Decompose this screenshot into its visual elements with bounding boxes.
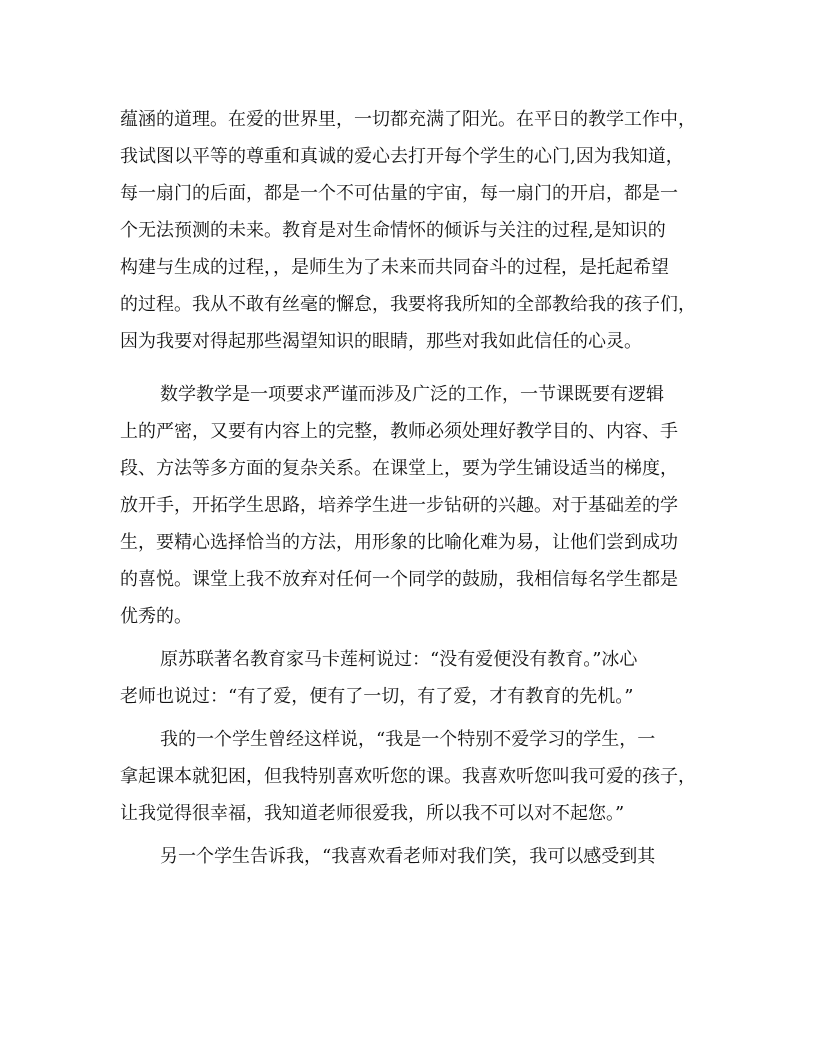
- body-text: [120, 101, 700, 875]
- paragraph-line: 拿起课本就犯困，但我特别喜欢听您的课。我喜欢听您叫我可爱的孩子，: [120, 766, 696, 787]
- paragraph-line: 原苏联著名教育家马卡莲柯说过：“没有爱便没有教育。”冰心: [160, 649, 638, 670]
- paragraph-line: 段、方法等多方面的复杂关系。在课堂上，要为学生铺设适当的梯度，: [120, 458, 678, 479]
- paragraph-line: 的喜悦。课堂上我不放弃对任何一个同学的鼓励，我相信每名学生都是: [120, 569, 678, 590]
- paragraph-line: 每一扇门的后面，都是一个不可估量的宇宙，每一扇门的开启，都是一: [120, 183, 678, 204]
- paragraph-line: 优秀的。: [120, 606, 192, 627]
- paragraph-line: 放开手，开拓学生思路，培养学生进一步钻研的兴趣。对于基础差的学: [120, 495, 678, 516]
- paragraph-line: 另一个学生告诉我，“我喜欢看老师对我们笑，我可以感受到其: [160, 846, 656, 867]
- paragraph-line: 因为我要对得起那些渴望知识的眼睛，那些对我如此信任的心灵。: [120, 331, 642, 352]
- paragraph-line: 老师也说过：“有了爱，便有了一切，有了爱，才有教育的先机。”: [120, 686, 634, 707]
- paragraph-line: 蕴涵的道理。在爱的世界里，一切都充满了阳光。在平日的教学工作中，: [120, 109, 696, 130]
- paragraph-line: 生，要精心选择恰当的方法，用形象的比喻化难为易，让他们尝到成功: [120, 532, 678, 553]
- paragraph-line: 构建与生成的过程，，是师生为了未来而共同奋斗的过程，是托起希望: [120, 257, 669, 278]
- paragraph-line: 我试图以平等的尊重和真诚的爱心去打开每个学生的心门,因为我知道，: [120, 146, 684, 167]
- paragraph-line: 个无法预测的未来。教育是对生命情怀的倾诉与关注的过程,是知识的: [120, 220, 666, 241]
- paragraph-line: 的过程。我从不敢有丝毫的懈怠，我要将我所知的全部教给我的孩子们，: [120, 294, 696, 315]
- paragraph-line: 数学教学是一项要求严谨而涉及广泛的工作，一节课既要有逻辑: [160, 384, 664, 405]
- paragraph-line: 让我觉得很幸福，我知道老师很爱我，所以我不可以对不起您。”: [120, 803, 625, 824]
- paragraph-line: 我的一个学生曾经这样说，“我是一个特别不爱学习的学生，一: [160, 729, 656, 750]
- paragraph-line: 上的严密，又要有内容上的完整，教师必须处理好教学目的、内容、手: [120, 421, 678, 442]
